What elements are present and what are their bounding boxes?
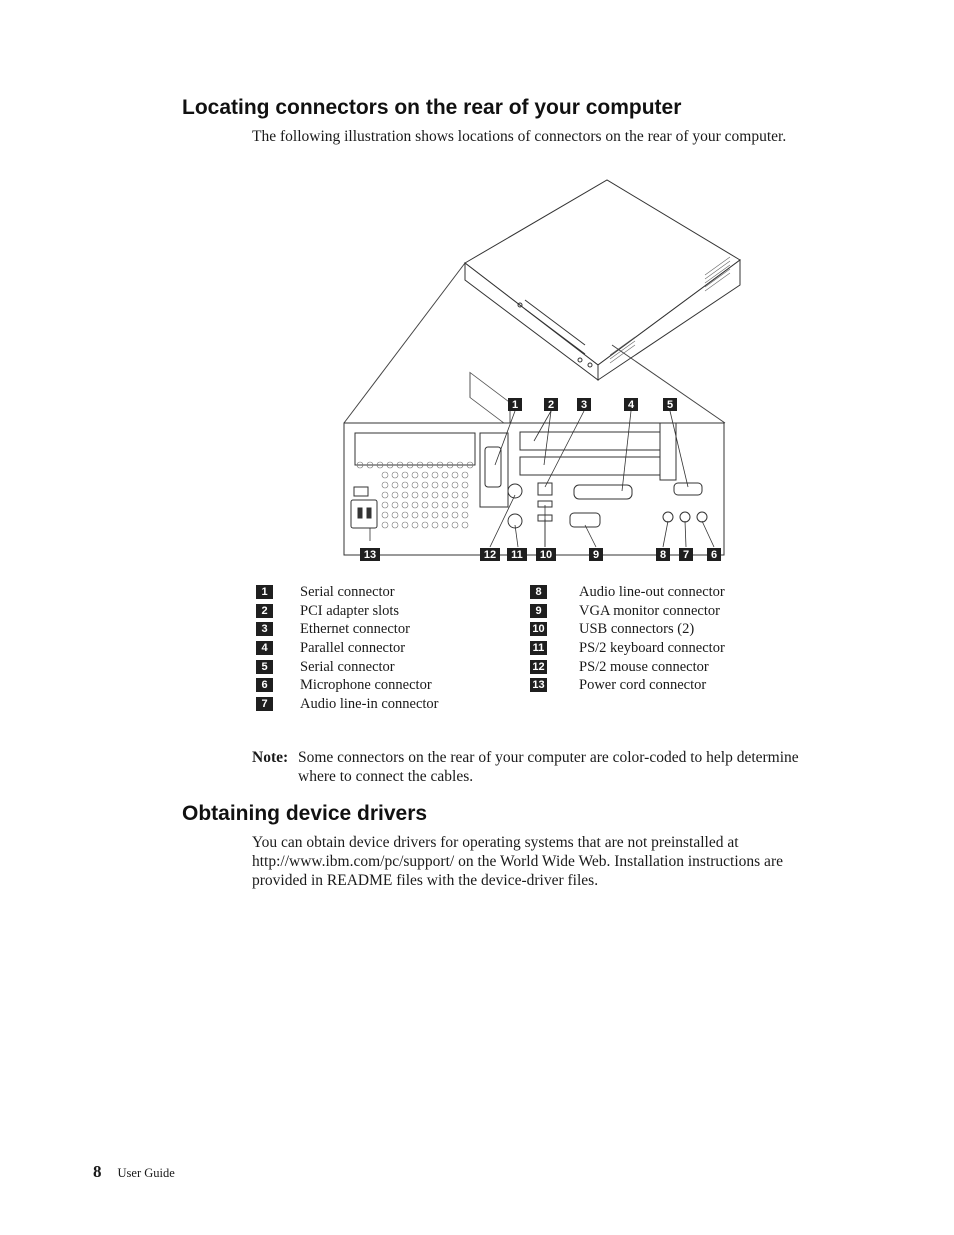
svg-text:9: 9 (592, 549, 600, 561)
legend-label: Audio line-out connector (579, 584, 725, 600)
legend-item (256, 677, 506, 696)
callout-13 (360, 548, 380, 561)
callout-10 (536, 548, 556, 561)
legend-item (256, 584, 506, 603)
svg-text:3: 3 (580, 399, 588, 411)
svg-text:11: 11 (511, 549, 523, 561)
callout-7 (679, 548, 693, 561)
callout-3 (577, 398, 591, 411)
legend-label: Parallel connector (300, 640, 406, 657)
callout-4 (624, 398, 638, 411)
legend-item (530, 677, 790, 696)
legend-label: Serial connector (300, 584, 395, 600)
legend-label: PS/2 keyboard connector (579, 640, 725, 657)
legend-number: 8 (530, 585, 547, 599)
footer-label: User Guide (117, 1166, 175, 1180)
rear-connectors-illustration (330, 175, 750, 570)
callout-2 (544, 398, 558, 411)
legend-number: 9 (530, 604, 547, 618)
legend-number: 11 (530, 641, 547, 655)
legend-item (256, 640, 506, 659)
legend-item (530, 640, 790, 659)
section-heading-drivers: Obtaining device drivers (182, 802, 428, 825)
legend-item (256, 621, 506, 640)
legend-label: Serial connector (300, 658, 395, 675)
note-text: Some connectors on the rear of your computer are color-coded to help determine where to connect the cables. (298, 749, 799, 785)
page-number: 8 (93, 1162, 102, 1181)
svg-text:10: 10 (539, 549, 553, 561)
legend-item (256, 603, 506, 622)
legend-label: PCI adapter slots (300, 602, 400, 619)
svg-text:2: 2 (547, 399, 555, 411)
legend-item (256, 696, 506, 715)
callout-1 (508, 398, 522, 411)
legend-label: Audio line-in connector (300, 696, 439, 713)
svg-text:12: 12 (483, 549, 497, 561)
callout-5 (663, 398, 677, 411)
legend-item (530, 659, 790, 678)
legend-right-column (530, 584, 790, 696)
legend-number: 1 (256, 585, 273, 599)
pci-slot-2 (520, 457, 660, 475)
legend-item (530, 603, 790, 622)
legend-label: PS/2 mouse connector (579, 658, 709, 675)
legend-number: 5 (256, 660, 273, 674)
legend-item (530, 621, 790, 640)
svg-text:6: 6 (710, 549, 718, 561)
svg-text:1: 1 (511, 399, 519, 411)
legend-label: Ethernet connector (300, 621, 410, 638)
note-label: Note: (252, 749, 289, 766)
legend-label: VGA monitor connector (579, 602, 720, 619)
svg-text:7: 7 (682, 549, 690, 561)
legend-label: USB connectors (2) (579, 621, 695, 638)
rear-panel (344, 423, 724, 555)
callout-11 (507, 548, 527, 561)
svg-text:8: 8 (659, 549, 667, 561)
legend-label: Microphone connector (300, 677, 432, 694)
legend-left-column (256, 584, 506, 715)
intro-paragraph: The following illustration shows locations of connectors on the rear of your computer. (252, 128, 787, 145)
drivers-paragraph: You can obtain device drivers for operating systems that are not preinstalled at http://www.ibm.com/pc/support/ on the World Wide Web. Installation instructions are provided in README files with the device-driver files. (252, 834, 783, 889)
callout-8 (656, 548, 670, 561)
callout-9 (589, 548, 603, 561)
computer-isometric-view (465, 180, 740, 428)
legend-number: 7 (256, 697, 273, 711)
legend-number: 13 (530, 678, 547, 692)
legend-label: Power cord connector (579, 677, 707, 694)
legend-number: 4 (256, 641, 273, 655)
legend-number: 6 (256, 678, 273, 692)
callout-12 (480, 548, 500, 561)
legend-item (256, 659, 506, 678)
svg-text:4: 4 (627, 399, 635, 411)
callout-6 (707, 548, 721, 561)
legend-number: 2 (256, 604, 273, 618)
legend-item (530, 584, 790, 603)
svg-text:13: 13 (363, 549, 377, 561)
pci-slot-1 (520, 432, 660, 450)
section-heading-connectors: Locating connectors on the rear of your computer (182, 96, 682, 119)
svg-text:5: 5 (666, 399, 674, 411)
legend-number: 10 (530, 622, 547, 636)
page-footer (93, 1162, 175, 1182)
legend-number: 3 (256, 622, 273, 636)
legend-number: 12 (530, 660, 547, 674)
